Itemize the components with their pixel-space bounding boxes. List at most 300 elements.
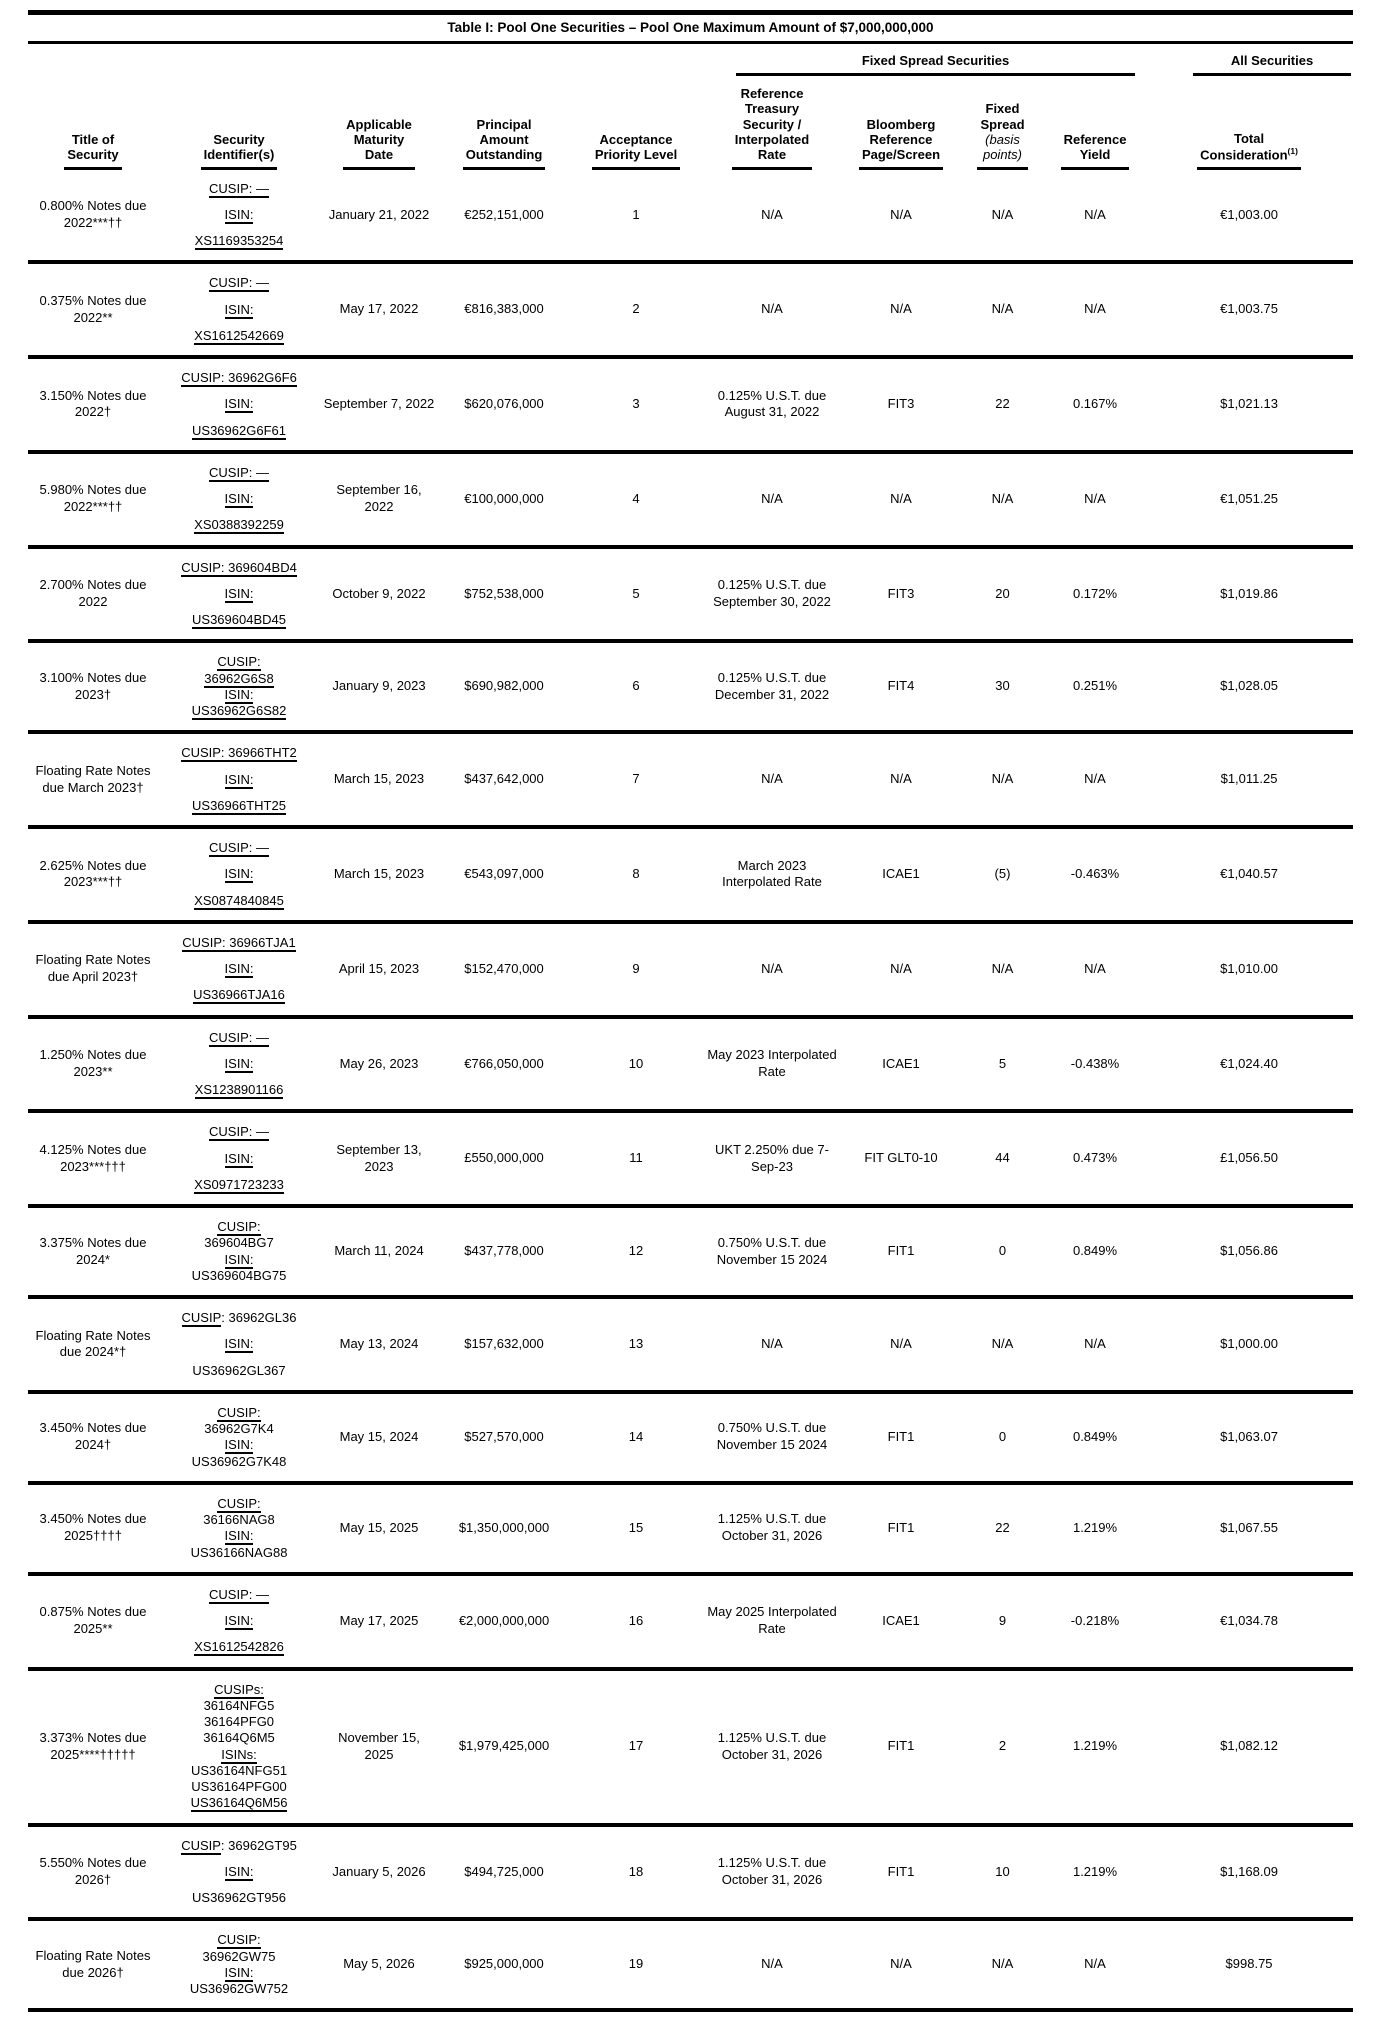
cell-principal: $527,570,000 (438, 1392, 570, 1483)
column-header-label: Bloomberg Reference Page/Screen (859, 117, 943, 170)
cell-yield: N/A (1045, 452, 1145, 547)
cell-principal: $152,470,000 (438, 922, 570, 1017)
identifier-line: CUSIP: (217, 654, 261, 670)
identifier-line: CUSIP: — (209, 1586, 269, 1602)
table-row (28, 1297, 1353, 1392)
identifier-line: ISIN: (224, 585, 254, 601)
cell-maturity: May 13, 2024 (320, 1297, 438, 1392)
cell-title: 0.800% Notes due 2022***†† (39, 198, 147, 230)
column-header-label: Reference Yield (1061, 132, 1130, 170)
cell-principal: $752,538,000 (438, 547, 570, 642)
cell-yield: N/A (1045, 732, 1145, 827)
cell-spread: 0 (960, 1206, 1045, 1297)
cell-priority: 5 (570, 547, 702, 642)
cell-total: $1,082.12 (1145, 1669, 1353, 1825)
column-header-yield (1045, 76, 1145, 170)
cell-bloomberg: ICAE1 (842, 1017, 960, 1112)
identifier-line: 36166NAG8 (203, 1512, 275, 1528)
cell-yield: 0.172% (1045, 547, 1145, 642)
cell-total: €1,003.75 (1145, 262, 1353, 357)
cell-bloomberg: N/A (890, 206, 912, 222)
cell-maturity: September 7, 2022 (320, 357, 438, 452)
cell-identifiers (158, 1483, 320, 1574)
column-header-label: Principal Amount Outstanding (463, 117, 546, 170)
column-header-row (28, 76, 1353, 170)
cell-total: $1,021.13 (1145, 357, 1353, 452)
cell-maturity: January 9, 2023 (320, 641, 438, 732)
cell-principal: $437,778,000 (438, 1206, 570, 1297)
identifier-line: ISIN: (224, 686, 254, 702)
cell-maturity: May 17, 2025 (320, 1574, 438, 1669)
cell-reference: 1.125% U.S.T. due October 31, 2026 (702, 1669, 842, 1825)
identifier-line: US36962G7K48 (191, 1453, 287, 1469)
cell-maturity: November 15, 2025 (320, 1669, 438, 1825)
cell-reference: 0.125% U.S.T. due August 31, 2022 (702, 357, 842, 452)
cell-principal: $1,979,425,000 (438, 1669, 570, 1825)
cell-yield: -0.463% (1045, 827, 1145, 922)
cell-priority: 16 (570, 1574, 702, 1669)
cell-priority: 17 (570, 1669, 702, 1825)
cell-reference: 0.750% U.S.T. due November 15 2024 (702, 1206, 842, 1297)
cell-identifiers (158, 1825, 320, 1920)
cell-bloomberg: FIT4 (842, 641, 960, 732)
identifier-line: ISIN: (224, 866, 254, 882)
cell-principal: $437,642,000 (438, 732, 570, 827)
cell-title: 5.550% Notes due 2026† (28, 1825, 158, 1920)
cell-maturity: May 17, 2022 (320, 262, 438, 357)
identifier-line: XS0874840845 (194, 892, 284, 908)
cell-reference: UKT 2.250% due 7-Sep-23 (702, 1111, 842, 1206)
cell-yield: 0.849% (1045, 1392, 1145, 1483)
cell-identifiers (158, 170, 320, 263)
table-row (28, 357, 1353, 452)
table-row (28, 1574, 1353, 1669)
cell-total: $1,000.00 (1145, 1297, 1353, 1392)
identifier-line: XS1612542669 (194, 327, 284, 343)
cell-priority: 15 (570, 1483, 702, 1574)
table-row (28, 827, 1353, 922)
cell-bloomberg: FIT1 (842, 1392, 960, 1483)
cell-total: $1,067.55 (1145, 1483, 1353, 1574)
cell-priority: 1 (632, 206, 640, 222)
cell-reference: N/A (702, 1297, 842, 1392)
identifier-line: CUSIP: (217, 1495, 261, 1511)
identifier-line: ISIN: (224, 1150, 254, 1166)
table-row (28, 1825, 1353, 1920)
table-row (28, 452, 1353, 547)
table-row (28, 922, 1353, 1017)
cell-principal: $690,982,000 (438, 641, 570, 732)
cell-title: 3.375% Notes due 2024* (28, 1206, 158, 1297)
cell-title: 3.450% Notes due 2025†††† (28, 1483, 158, 1574)
identifier-line: 36164PFG0 (203, 1714, 275, 1730)
cell-principal: €2,000,000,000 (438, 1574, 570, 1669)
cell-principal: $1,350,000,000 (438, 1483, 570, 1574)
cell-identifiers (158, 641, 320, 732)
cell-bloomberg: ICAE1 (842, 1574, 960, 1669)
cell-bloomberg: FIT1 (842, 1483, 960, 1574)
identifier-line: XS0971723233 (194, 1176, 284, 1192)
table-row (28, 262, 1353, 357)
cell-yield: -0.218% (1045, 1574, 1145, 1669)
cell-principal: €543,097,000 (438, 827, 570, 922)
identifier-line: ISIN: (224, 301, 254, 317)
table-row (28, 1483, 1353, 1574)
cell-identifiers (158, 1297, 320, 1392)
cell-maturity: March 15, 2023 (320, 732, 438, 827)
cell-title: 3.450% Notes due 2024† (28, 1392, 158, 1483)
column-header-spread (960, 76, 1045, 170)
table-row (28, 1919, 1353, 2010)
cell-principal: €252,151,000 (464, 206, 544, 222)
column-header-label: Reference Treasury Security / Interpolated Rate (732, 86, 812, 170)
identifier-line: CUSIP: — (209, 840, 269, 856)
cell-yield: 0.167% (1045, 357, 1145, 452)
cell-priority: 18 (570, 1825, 702, 1920)
cell-identifiers (158, 1392, 320, 1483)
cell-maturity: May 15, 2024 (320, 1392, 438, 1483)
identifier-line: US369604BD45 (192, 612, 286, 628)
cell-yield: 1.219% (1045, 1825, 1145, 1920)
identifier-line: US36966TJA16 (193, 987, 285, 1003)
identifier-line: CUSIP: 36962GT95 (181, 1837, 297, 1853)
cell-maturity: May 26, 2023 (320, 1017, 438, 1112)
cell-title: 2.625% Notes due 2023***†† (28, 827, 158, 922)
group-header-spacer (28, 46, 702, 76)
cell-maturity: October 9, 2022 (320, 547, 438, 642)
table-row (28, 641, 1353, 732)
cell-bloomberg: FIT3 (842, 357, 960, 452)
column-header-title (28, 76, 158, 170)
identifier-line: US36962GL367 (192, 1362, 286, 1378)
cell-total: $1,063.07 (1145, 1392, 1353, 1483)
cell-total: £1,056.50 (1145, 1111, 1353, 1206)
cell-spread: 9 (960, 1574, 1045, 1669)
cell-title: 0.875% Notes due 2025** (28, 1574, 158, 1669)
cell-principal: €100,000,000 (438, 452, 570, 547)
cell-priority: 13 (570, 1297, 702, 1392)
cell-identifiers (158, 1206, 320, 1297)
cell-spread: N/A (960, 922, 1045, 1017)
column-header-label: Security Identifier(s) (201, 132, 278, 170)
identifier-line: CUSIPs: (214, 1681, 264, 1697)
cell-identifiers (158, 1111, 320, 1206)
cell-reference: 0.125% U.S.T. due December 31, 2022 (702, 641, 842, 732)
cell-principal: €816,383,000 (438, 262, 570, 357)
cell-reference: N/A (702, 732, 842, 827)
identifier-line: ISIN: (224, 1613, 254, 1629)
cell-title: 0.375% Notes due 2022** (28, 262, 158, 357)
cell-total: €1,034.78 (1145, 1574, 1353, 1669)
column-header-label: Total Consideration$^{(1)}$ (1197, 131, 1301, 170)
cell-principal: $157,632,000 (438, 1297, 570, 1392)
cell-principal: £550,000,000 (438, 1111, 570, 1206)
cell-title: 4.125% Notes due 2023***††† (28, 1111, 158, 1206)
identifier-line: ISIN: (224, 1528, 254, 1544)
identifier-line: US369604BG75 (191, 1267, 287, 1283)
cell-reference: N/A (702, 262, 842, 357)
group-header-all-securities-cell (1145, 46, 1353, 76)
identifier-line: US36962G6S82 (191, 703, 287, 719)
cell-priority: 6 (570, 641, 702, 732)
identifier-line: ISIN: (224, 1863, 254, 1879)
cell-identifiers (158, 547, 320, 642)
identifier-line: XS1169353254 (194, 233, 284, 249)
cell-priority: 19 (570, 1919, 702, 2010)
cell-maturity: January 5, 2026 (320, 1825, 438, 1920)
column-header-reference (702, 76, 842, 170)
cell-reference: N/A (702, 1919, 842, 2010)
cell-bloomberg: ICAE1 (842, 827, 960, 922)
cell-spread: N/A (960, 262, 1045, 357)
cell-yield: -0.438% (1045, 1017, 1145, 1112)
cell-title: Floating Rate Notes due April 2023† (28, 922, 158, 1017)
group-header-fixed-spread: Fixed Spread Securities (736, 46, 1135, 76)
cell-identifiers (158, 827, 320, 922)
cell-principal: $925,000,000 (438, 1919, 570, 2010)
identifier-line: CUSIP: 36966THT2 (181, 745, 297, 761)
cell-spread: N/A (991, 206, 1014, 222)
group-header-fixed-spread-cell (702, 46, 1145, 76)
cell-maturity: May 5, 2026 (320, 1919, 438, 2010)
cell-priority: 12 (570, 1206, 702, 1297)
cell-title: 3.150% Notes due 2022† (28, 357, 158, 452)
cell-total: $998.75 (1145, 1919, 1353, 2010)
identifier-line: 369604BG7 (204, 1235, 274, 1251)
cell-title: 1.250% Notes due 2023** (28, 1017, 158, 1112)
identifier-line: 36962G6S8 (204, 670, 274, 686)
identifier-line: CUSIP: 36966TJA1 (182, 934, 296, 950)
cell-title: 3.100% Notes due 2023† (28, 641, 158, 732)
table-header (28, 46, 1353, 170)
cell-title: Floating Rate Notes due 2024*† (28, 1297, 158, 1392)
identifier-line: CUSIP: — (209, 1029, 269, 1045)
identifier-line: US36962GW752 (189, 1981, 289, 1997)
cell-total: €1,024.40 (1145, 1017, 1353, 1112)
column-header-priority (570, 76, 702, 170)
column-header-label: Acceptance Priority Level (592, 132, 680, 170)
identifier-line: US36962G6F61 (192, 422, 286, 438)
identifier-line: CUSIP: 36962G6F6 (181, 370, 297, 386)
cell-bloomberg: N/A (842, 262, 960, 357)
cell-priority: 2 (570, 262, 702, 357)
cell-spread: N/A (960, 1919, 1045, 2010)
cell-principal: €766,050,000 (438, 1017, 570, 1112)
identifier-line: CUSIP: (217, 1932, 261, 1948)
column-header-label: Fixed Spread (basis points) (977, 101, 1027, 169)
cell-spread: 2 (960, 1669, 1045, 1825)
cell-yield: N/A (1045, 1297, 1145, 1392)
identifier-line: ISIN: (224, 1251, 254, 1267)
cell-yield: N/A (1045, 1919, 1145, 2010)
identifier-line: ISIN: (224, 1437, 254, 1453)
group-header-row (28, 46, 1353, 76)
cell-priority: 8 (570, 827, 702, 922)
identifier-line: XS0388392259 (194, 517, 284, 533)
identifier-line: XS1238901166 (194, 1082, 284, 1098)
identifier-line: 36962G7K4 (204, 1421, 274, 1437)
cell-spread: 20 (960, 547, 1045, 642)
cell-yield: N/A (1084, 206, 1106, 222)
identifier-line: US36962GT956 (192, 1890, 286, 1906)
cell-yield: 1.219% (1045, 1669, 1145, 1825)
cell-spread: 44 (960, 1111, 1045, 1206)
cell-reference: 0.125% U.S.T. due September 30, 2022 (702, 547, 842, 642)
pool-one-securities-table (28, 46, 1353, 2012)
identifier-line: XS1612542826 (194, 1639, 284, 1655)
cell-reference: 1.125% U.S.T. due October 31, 2026 (702, 1825, 842, 1920)
group-header-all-securities: All Securities (1193, 46, 1351, 76)
cell-yield: 1.219% (1045, 1483, 1145, 1574)
cell-total: $1,019.86 (1145, 547, 1353, 642)
identifier-line: US36164Q6M56 (190, 1795, 288, 1811)
table-title: Table I: Pool One Securities – Pool One Maximum Amount of $7,000,000,000 (28, 10, 1353, 44)
cell-bloomberg: N/A (842, 922, 960, 1017)
column-header-label: Title of Security (64, 132, 121, 170)
identifier-line: ISIN: (224, 961, 254, 977)
identifier-line: CUSIP: — (209, 275, 269, 291)
table-row (28, 1111, 1353, 1206)
cell-bloomberg: FIT1 (842, 1669, 960, 1825)
table-row (28, 732, 1353, 827)
identifier-line: CUSIP: 369604BD4 (181, 559, 297, 575)
identifier-line: 36962GW75 (202, 1948, 276, 1964)
cell-bloomberg: FIT3 (842, 547, 960, 642)
column-header-identifiers (158, 76, 320, 170)
table-row (28, 547, 1353, 642)
cell-spread: N/A (960, 732, 1045, 827)
cell-yield: 0.849% (1045, 1206, 1145, 1297)
identifier-line: ISIN: (224, 396, 254, 412)
cell-spread: 0 (960, 1392, 1045, 1483)
cell-spread: 22 (960, 1483, 1045, 1574)
cell-priority: 10 (570, 1017, 702, 1112)
identifier-line: ISIN: (224, 1336, 254, 1352)
identifier-line: ISIN: (224, 1964, 254, 1980)
cell-reference: 0.750% U.S.T. due November 15 2024 (702, 1392, 842, 1483)
cell-total: €1,051.25 (1145, 452, 1353, 547)
identifier-line: CUSIP: (217, 1219, 261, 1235)
cell-identifiers (158, 1017, 320, 1112)
cell-identifiers (158, 357, 320, 452)
identifier-line: CUSIP: (217, 1404, 261, 1420)
cell-maturity: September 16, 2022 (320, 452, 438, 547)
identifier-line: 36164Q6M5 (203, 1730, 275, 1746)
cell-title: Floating Rate Notes due 2026† (28, 1919, 158, 2010)
identifier-line: ISINs: (221, 1746, 257, 1762)
column-header-label: Applicable Maturity Date (343, 117, 415, 170)
cell-bloomberg: FIT1 (842, 1206, 960, 1297)
cell-yield: 0.251% (1045, 641, 1145, 732)
cell-bloomberg: N/A (842, 732, 960, 827)
cell-yield: 0.473% (1045, 1111, 1145, 1206)
cell-spread: 5 (960, 1017, 1045, 1112)
cell-bloomberg: FIT1 (842, 1825, 960, 1920)
cell-yield: N/A (1045, 922, 1145, 1017)
column-header-total (1145, 76, 1353, 170)
table-row (28, 1392, 1353, 1483)
cell-principal: $620,076,000 (438, 357, 570, 452)
identifier-line: ISIN: (224, 771, 254, 787)
identifier-line: US36164NFG51 (190, 1762, 288, 1778)
cell-spread: 22 (960, 357, 1045, 452)
identifier-line: CUSIP: — (209, 1124, 269, 1140)
cell-reference: N/A (702, 452, 842, 547)
cell-identifiers (158, 1574, 320, 1669)
cell-total: $1,056.86 (1145, 1206, 1353, 1297)
cell-priority: 11 (570, 1111, 702, 1206)
cell-bloomberg: FIT GLT0-10 (842, 1111, 960, 1206)
cell-maturity: May 15, 2025 (320, 1483, 438, 1574)
identifier-line: US36166NAG88 (190, 1544, 288, 1560)
cell-total: $1,168.09 (1145, 1825, 1353, 1920)
cell-maturity: March 15, 2023 (320, 827, 438, 922)
cell-spread: N/A (960, 452, 1045, 547)
cell-total: $1,011.25 (1145, 732, 1353, 827)
cell-identifiers (158, 452, 320, 547)
identifier-line: CUSIP: — (209, 180, 269, 196)
cell-total: €1,040.57 (1145, 827, 1353, 922)
table-row (28, 1206, 1353, 1297)
cell-reference: May 2023 Interpolated Rate (702, 1017, 842, 1112)
identifier-line: CUSIP: — (209, 464, 269, 480)
table-row (28, 1017, 1353, 1112)
cell-identifiers (158, 1669, 320, 1825)
cell-reference: May 2025 Interpolated Rate (702, 1574, 842, 1669)
cell-maturity: January 21, 2022 (328, 206, 430, 222)
cell-bloomberg: N/A (842, 452, 960, 547)
cell-identifiers (158, 922, 320, 1017)
cell-title: 5.980% Notes due 2022***†† (28, 452, 158, 547)
identifier-line: US36966THT25 (192, 797, 286, 813)
cell-total: $1,028.05 (1145, 641, 1353, 732)
cell-spread: N/A (960, 1297, 1045, 1392)
identifier-line: 36164NFG5 (203, 1697, 275, 1713)
cell-principal: $494,725,000 (438, 1825, 570, 1920)
cell-reference: N/A (702, 922, 842, 1017)
cell-title: Floating Rate Notes due March 2023† (28, 732, 158, 827)
cell-priority: 14 (570, 1392, 702, 1483)
cell-spread: 10 (960, 1825, 1045, 1920)
table-row (28, 170, 1353, 263)
cell-spread: (5) (960, 827, 1045, 922)
cell-total: $1,010.00 (1145, 922, 1353, 1017)
cell-title: 3.373% Notes due 2025****††††† (28, 1669, 158, 1825)
table-body (28, 170, 1353, 2011)
identifier-line: US36164PFG00 (191, 1779, 287, 1795)
cell-maturity: April 15, 2023 (320, 922, 438, 1017)
column-header-bloomberg (842, 76, 960, 170)
cell-bloomberg: N/A (842, 1297, 960, 1392)
cell-priority: 3 (570, 357, 702, 452)
cell-priority: 7 (570, 732, 702, 827)
column-header-principal (438, 76, 570, 170)
table-row (28, 1669, 1353, 1825)
cell-reference: 1.125% U.S.T. due October 31, 2026 (702, 1483, 842, 1574)
cell-identifiers (158, 732, 320, 827)
cell-spread: 30 (960, 641, 1045, 732)
identifier-line: CUSIP: 36962GL36 (181, 1310, 297, 1326)
cell-bloomberg: N/A (842, 1919, 960, 2010)
cell-reference: March 2023 Interpolated Rate (702, 827, 842, 922)
cell-yield: N/A (1045, 262, 1145, 357)
cell-maturity: March 11, 2024 (320, 1206, 438, 1297)
cell-reference: N/A (761, 206, 783, 222)
identifier-line: ISIN: (224, 206, 254, 222)
cell-identifiers (158, 262, 320, 357)
column-header-maturity (320, 76, 438, 170)
identifier-line: ISIN: (224, 1055, 254, 1071)
